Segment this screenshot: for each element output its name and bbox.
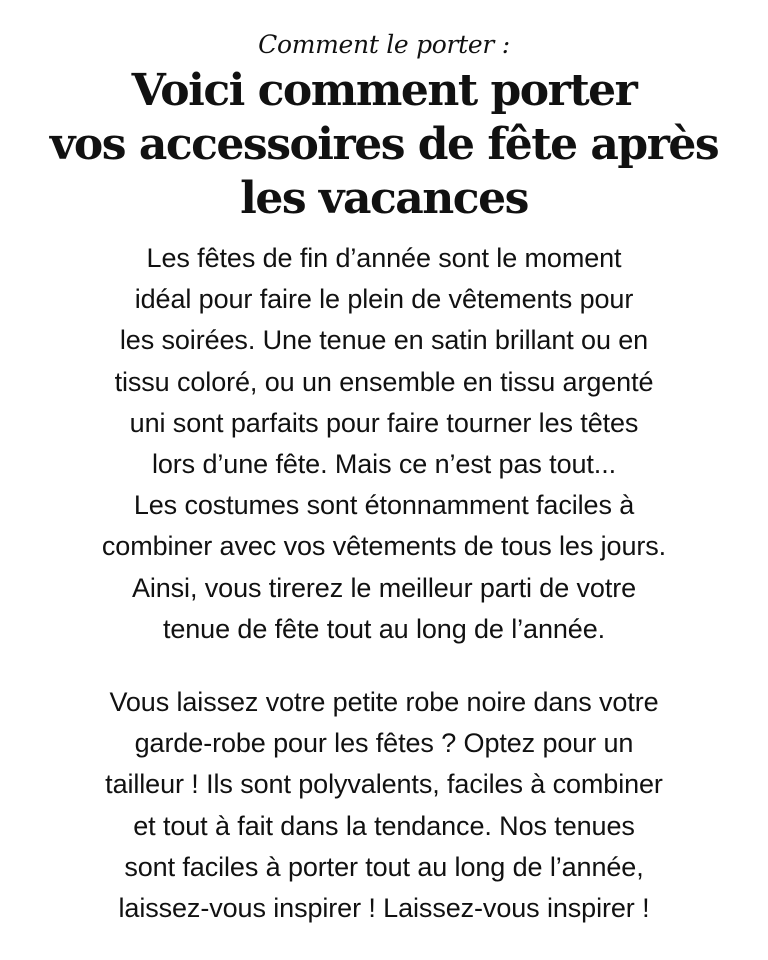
- paragraph-line: Les costumes sont étonnamment faciles à: [133, 490, 635, 521]
- article-paragraph-suits: [18, 682, 750, 929]
- paragraph-line: Vous laissez votre petite robe noire dans votre: [109, 687, 659, 718]
- headline-line: les vacances: [240, 173, 528, 224]
- headline-line: Voici comment porter: [131, 65, 637, 116]
- paragraph-line: sont faciles à porter tout au long de l’année,: [124, 851, 644, 882]
- paragraph-line: uni sont parfaits pour faire tourner les têtes: [129, 407, 639, 438]
- paragraph-line: tailleur ! Ils sont polyvalents, faciles à combiner: [105, 769, 663, 800]
- paragraph-line: et tout à fait dans la tendance. Nos tenues: [133, 810, 635, 841]
- paragraph-line: Les fêtes de fin d’année sont le moment: [146, 243, 622, 273]
- paragraph-line: combiner avec vos vêtements de tous les jours.: [101, 531, 667, 562]
- article-kicker: Comment le porter :: [258, 30, 510, 59]
- paragraph-line: garde-robe pour les fêtes ? Optez pour un: [134, 728, 634, 759]
- headline-line: vos accessoires de fête après: [49, 119, 719, 170]
- paragraph-line: Ainsi, vous tirerez le meilleur parti de votre: [131, 572, 637, 603]
- paragraph-line: idéal pour faire le plein de vêtements pour: [134, 284, 634, 315]
- paragraph-line: les soirées. Une tenue en satin brillant ou en: [119, 325, 649, 356]
- paragraph-line: lors d’une fête. Mais ce n’est pas tout...: [151, 449, 617, 480]
- paragraph-line: tissu coloré, ou un ensemble en tissu argenté: [114, 366, 654, 397]
- article-headline: [18, 64, 750, 226]
- article-paragraph-intro: [18, 238, 750, 650]
- paragraph-line: laissez-vous inspirer ! Laissez-vous inspirer !: [118, 893, 650, 924]
- paragraph-line: tenue de fête tout au long de l’année.: [162, 613, 606, 644]
